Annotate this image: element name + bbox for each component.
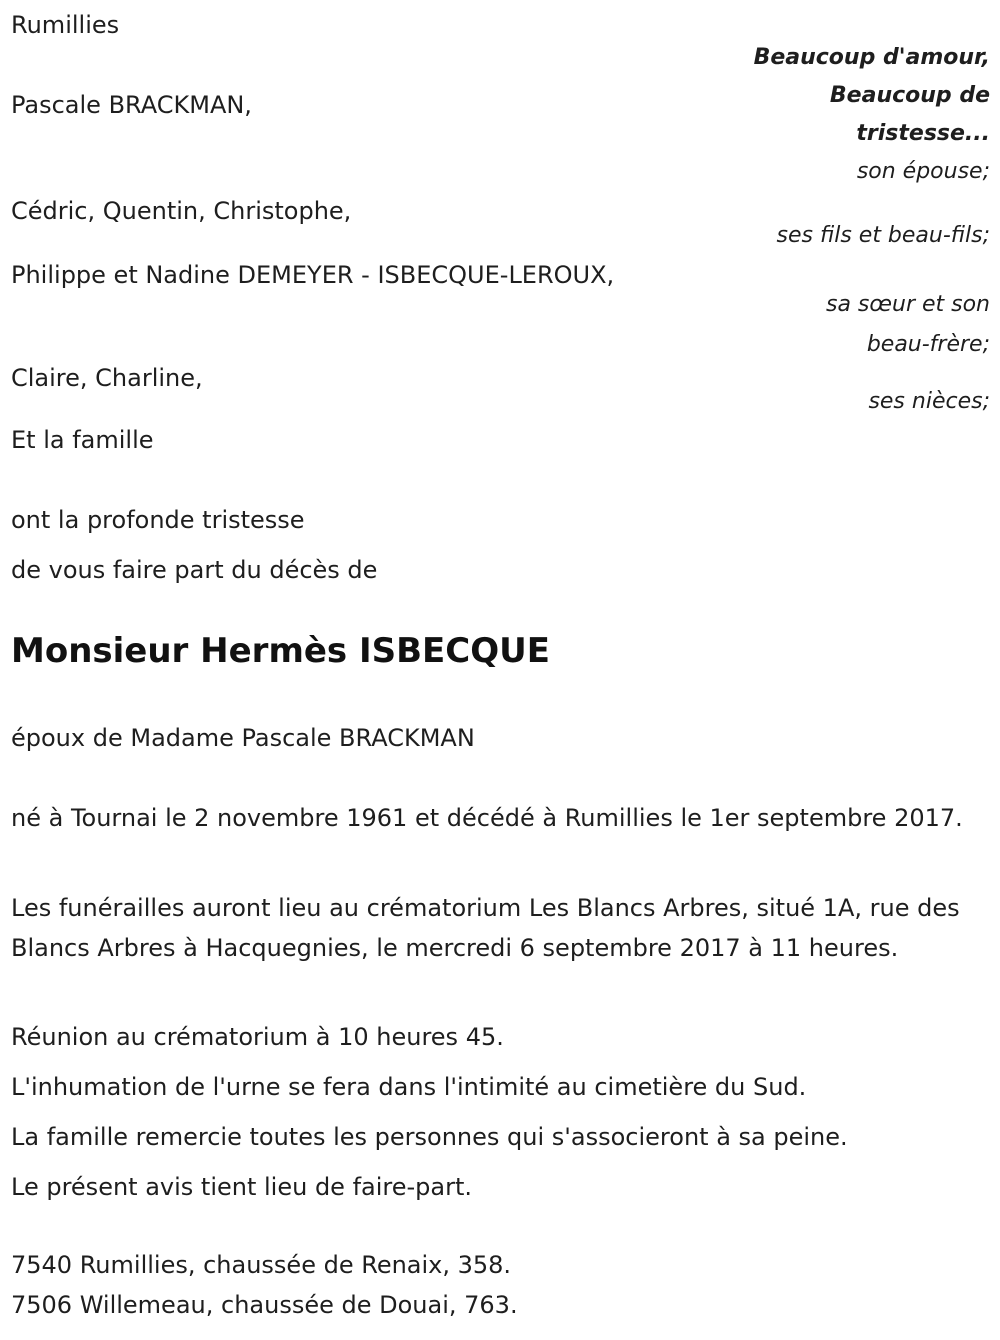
motto-line: tristesse... <box>856 121 990 146</box>
thanks-text: La famille remercie toutes les personnes qui s'associeront à sa peine. <box>11 1123 848 1151</box>
family-member-names: Cédric, Quentin, Christophe, <box>11 197 352 225</box>
family-member-names: Philippe et Nadine DEMEYER - ISBECQUE-LEROUX, <box>11 261 615 289</box>
announcement-line: de vous faire part du décès de <box>11 556 378 584</box>
family-member-relation: ses nièces; <box>868 389 990 414</box>
burial-text: L'inhumation de l'urne se fera dans l'intimité au cimetière du Sud. <box>11 1073 807 1101</box>
family-member-names: Claire, Charline, <box>11 364 203 392</box>
deceased-name: Monsieur Hermès ISBECQUE <box>11 631 550 671</box>
family-member-names: Et la famille <box>11 426 154 454</box>
family-member-names: Pascale BRACKMAN, <box>11 91 252 119</box>
meeting-text: Réunion au crématorium à 10 heures 45. <box>11 1023 504 1051</box>
family-member-relation: son épouse; <box>856 159 990 184</box>
motto-line: Beaucoup de <box>829 83 990 108</box>
motto <box>690 39 990 153</box>
address-line: 7540 Rumillies, chaussée de Renaix, 358. <box>11 1251 512 1279</box>
family-member-relation <box>826 285 990 365</box>
announcement-line: ont la profonde tristesse <box>11 506 305 534</box>
spouse-line: époux de Madame Pascale BRACKMAN <box>11 724 475 752</box>
relation-line: sa sœur et son <box>825 292 990 317</box>
birth-death-text: né à Tournai le 2 novembre 1961 et décédé à Rumillies le 1er septembre 2017. <box>11 804 963 832</box>
location-heading: Rumillies <box>11 11 120 39</box>
notice-text: Le présent avis tient lieu de faire-part. <box>11 1173 473 1201</box>
relation-line: beau-frère; <box>866 332 990 357</box>
motto-line: Beaucoup d'amour, <box>753 45 990 70</box>
funeral-text: Les funérailles auront lieu au crématorium Les Blancs Arbres, situé 1A, rue des Blancs Arbres à Hacquegnies, le mercredi 6 septembre 2017 à 11 heures. <box>11 894 960 962</box>
family-member-relation: ses fils et beau-fils; <box>776 223 990 248</box>
address-line: 7506 Willemeau, chaussée de Douai, 763. <box>11 1291 518 1319</box>
